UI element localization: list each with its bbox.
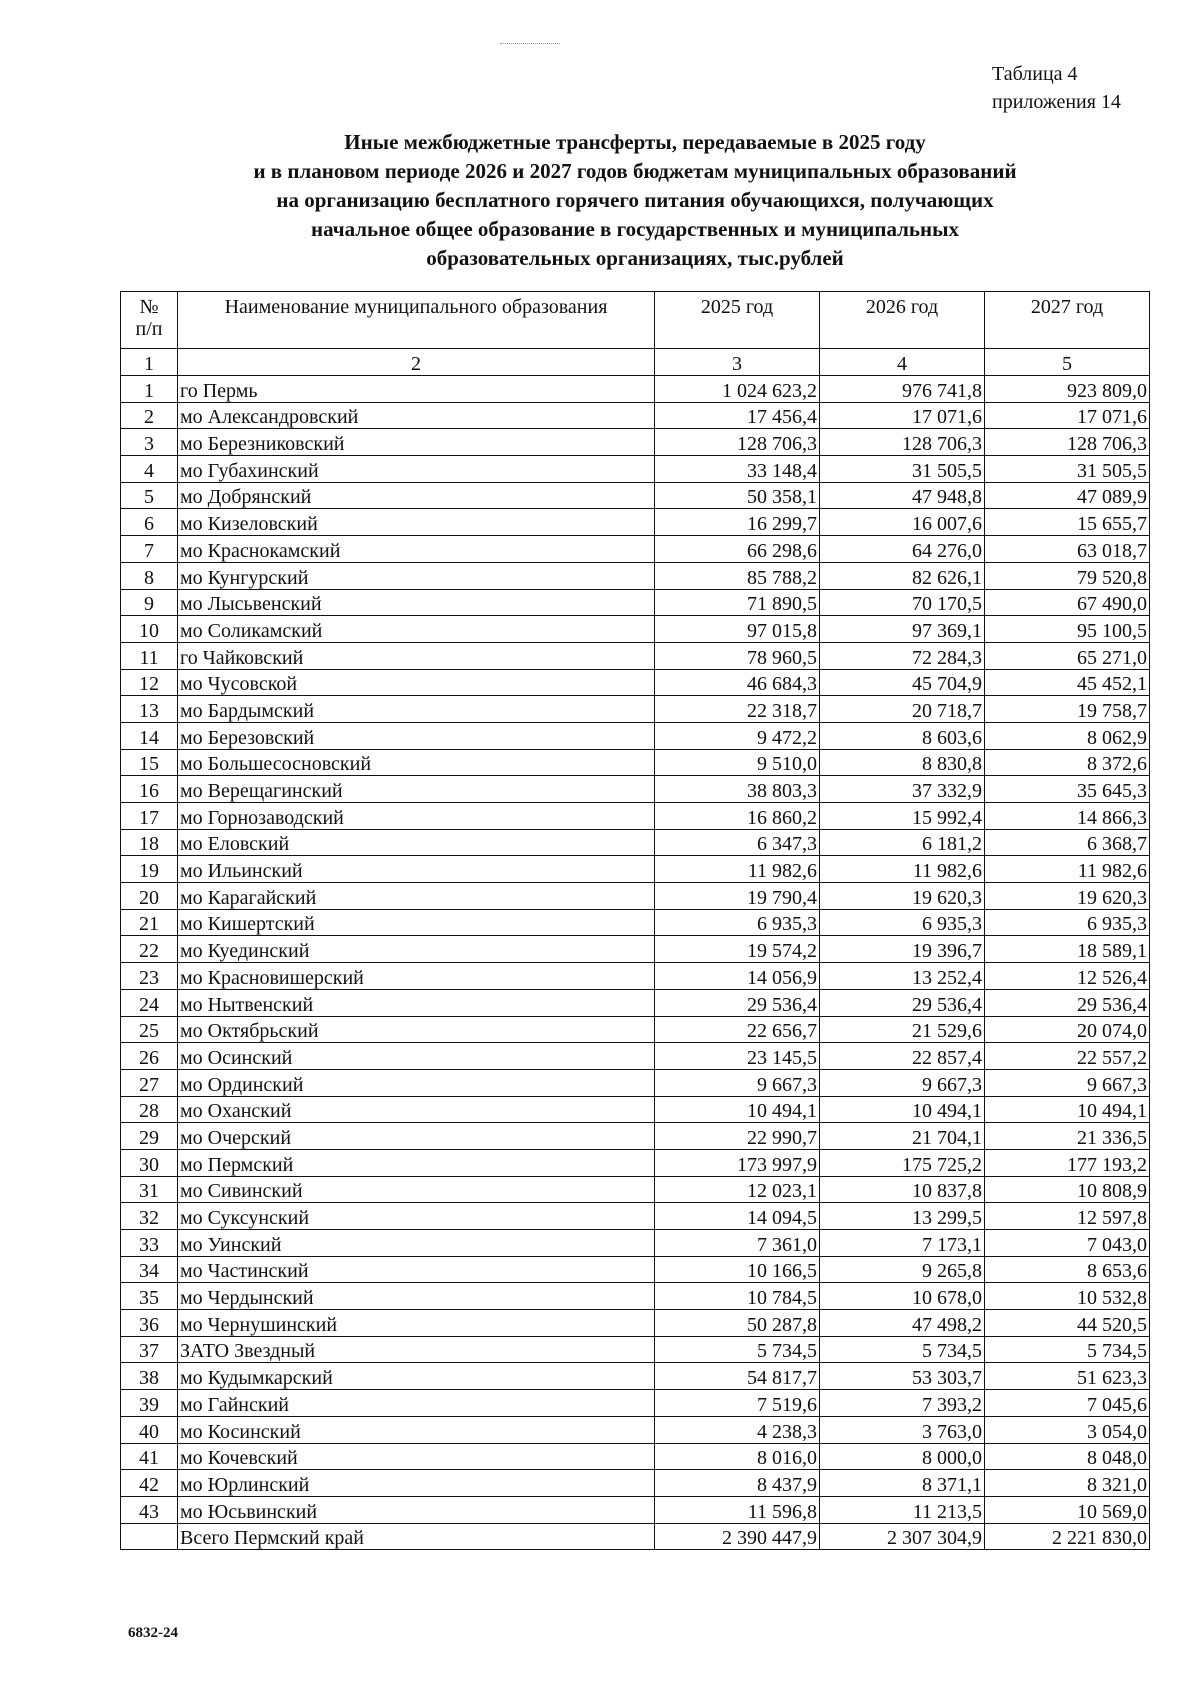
- value-2025: 11 982,6: [655, 856, 820, 883]
- value-2025: 12 023,1: [655, 1176, 820, 1203]
- scan-artifact: [500, 43, 560, 45]
- row-number: 30: [121, 1149, 178, 1176]
- value-2026: 16 007,6: [820, 509, 985, 536]
- row-number: 33: [121, 1230, 178, 1257]
- value-2025: 14 056,9: [655, 963, 820, 990]
- value-2025: 7 519,6: [655, 1390, 820, 1417]
- column-index-row: [121, 349, 1150, 376]
- value-2027: 44 520,5: [985, 1310, 1150, 1337]
- value-2026: 21 529,6: [820, 1016, 985, 1043]
- table-row: [121, 1363, 1150, 1390]
- value-2026: 5 734,5: [820, 1336, 985, 1363]
- municipality-name: мо Юсьвинский: [178, 1496, 655, 1523]
- row-number: 21: [121, 909, 178, 936]
- column-index: 5: [985, 349, 1150, 376]
- value-2026: 11 982,6: [820, 856, 985, 883]
- value-2026: 19 396,7: [820, 936, 985, 963]
- total-2025: 2 390 447,9: [655, 1523, 820, 1550]
- table-row: [121, 509, 1150, 536]
- row-number: 14: [121, 722, 178, 749]
- value-2026: 7 173,1: [820, 1230, 985, 1257]
- table-row: [121, 456, 1150, 483]
- value-2026: 9 265,8: [820, 1256, 985, 1283]
- table-row: [121, 803, 1150, 830]
- row-number: 39: [121, 1390, 178, 1417]
- value-2027: 19 620,3: [985, 883, 1150, 910]
- table-row: [121, 1443, 1150, 1470]
- row-number: 34: [121, 1256, 178, 1283]
- value-2027: 65 271,0: [985, 642, 1150, 669]
- municipality-name: мо Кудымкарский: [178, 1363, 655, 1390]
- row-number: 24: [121, 989, 178, 1016]
- value-2027: 128 706,3: [985, 429, 1150, 456]
- value-2025: 10 494,1: [655, 1096, 820, 1123]
- row-number: 16: [121, 776, 178, 803]
- value-2026: 72 284,3: [820, 642, 985, 669]
- value-2026: 175 725,2: [820, 1149, 985, 1176]
- municipality-name: го Пермь: [178, 376, 655, 403]
- value-2025: 29 536,4: [655, 989, 820, 1016]
- header-municipality: Наименование муниципального образования: [178, 292, 655, 349]
- value-2027: 19 758,7: [985, 696, 1150, 723]
- row-number: 27: [121, 1069, 178, 1096]
- table-row: [121, 883, 1150, 910]
- value-2025: 128 706,3: [655, 429, 820, 456]
- value-2025: 9 667,3: [655, 1069, 820, 1096]
- table-row: [121, 989, 1150, 1016]
- header-number: [121, 292, 178, 349]
- table-row: [121, 1016, 1150, 1043]
- table-row: [121, 856, 1150, 883]
- table-row: [121, 1416, 1150, 1443]
- transfers-table: [120, 291, 1150, 1550]
- municipality-name: мо Александровский: [178, 402, 655, 429]
- table-row: [121, 936, 1150, 963]
- row-number: 11: [121, 642, 178, 669]
- title-line: начальное общее образование в государственных и муниципальных: [310, 217, 960, 241]
- value-2027: 17 071,6: [985, 402, 1150, 429]
- value-2027: 3 054,0: [985, 1416, 1150, 1443]
- value-2025: 5 734,5: [655, 1336, 820, 1363]
- row-number: 40: [121, 1416, 178, 1443]
- table-row: [121, 562, 1150, 589]
- value-2025: 38 803,3: [655, 776, 820, 803]
- table-row: [121, 1123, 1150, 1150]
- value-2027: 12 597,8: [985, 1203, 1150, 1230]
- value-2026: 8 371,1: [820, 1470, 985, 1497]
- municipality-name: мо Бардымский: [178, 696, 655, 723]
- table-row: [121, 1336, 1150, 1363]
- value-2026: 128 706,3: [820, 429, 985, 456]
- municipality-name: мо Лысьвенский: [178, 589, 655, 616]
- value-2026: 8 830,8: [820, 749, 985, 776]
- value-2026: 20 718,7: [820, 696, 985, 723]
- value-2025: 8 437,9: [655, 1470, 820, 1497]
- municipality-name: мо Соликамский: [178, 616, 655, 643]
- document-code: 6832-24: [128, 1625, 178, 1641]
- value-2027: 9 667,3: [985, 1069, 1150, 1096]
- table-row: [121, 1203, 1150, 1230]
- table-row: [121, 1470, 1150, 1497]
- table-row: [121, 669, 1150, 696]
- column-index: 1: [121, 349, 178, 376]
- municipality-name: мо Юрлинский: [178, 1470, 655, 1497]
- municipality-name: мо Частинский: [178, 1256, 655, 1283]
- value-2027: 8 321,0: [985, 1470, 1150, 1497]
- row-number: 18: [121, 829, 178, 856]
- row-number: 9: [121, 589, 178, 616]
- value-2027: 10 808,9: [985, 1176, 1150, 1203]
- municipality-name: мо Верещагинский: [178, 776, 655, 803]
- row-number: 2: [121, 402, 178, 429]
- value-2026: 19 620,3: [820, 883, 985, 910]
- row-number: 3: [121, 429, 178, 456]
- value-2027: 51 623,3: [985, 1363, 1150, 1390]
- municipality-name: го Чайковский: [178, 642, 655, 669]
- value-2025: 17 456,4: [655, 402, 820, 429]
- municipality-name: мо Кишертский: [178, 909, 655, 936]
- value-2026: 53 303,7: [820, 1363, 985, 1390]
- table-header-row: [121, 292, 1150, 349]
- value-2027: 47 089,9: [985, 482, 1150, 509]
- row-number: 8: [121, 562, 178, 589]
- row-number: 15: [121, 749, 178, 776]
- value-2025: 85 788,2: [655, 562, 820, 589]
- municipality-name: мо Осинский: [178, 1043, 655, 1070]
- row-number: 35: [121, 1283, 178, 1310]
- title-line: Иные межбюджетные трансферты, передаваемые в 2025 году: [344, 130, 926, 154]
- value-2025: 54 817,7: [655, 1363, 820, 1390]
- municipality-name: мо Ординский: [178, 1069, 655, 1096]
- value-2027: 6 368,7: [985, 829, 1150, 856]
- row-number: 28: [121, 1096, 178, 1123]
- title-line: и в плановом периоде 2026 и 2027 годов бюджетам муниципальных образований: [253, 159, 1017, 183]
- table-row: [121, 749, 1150, 776]
- value-2027: 45 452,1: [985, 669, 1150, 696]
- value-2025: 23 145,5: [655, 1043, 820, 1070]
- value-2027: 63 018,7: [985, 536, 1150, 563]
- table-row: [121, 776, 1150, 803]
- row-number: 17: [121, 803, 178, 830]
- municipality-name: мо Добрянский: [178, 482, 655, 509]
- value-2026: 8 000,0: [820, 1443, 985, 1470]
- value-2025: 46 684,3: [655, 669, 820, 696]
- row-number: 7: [121, 536, 178, 563]
- value-2025: 50 358,1: [655, 482, 820, 509]
- value-2025: 8 016,0: [655, 1443, 820, 1470]
- row-number: 22: [121, 936, 178, 963]
- municipality-name: мо Кизеловский: [178, 509, 655, 536]
- table-row: [121, 482, 1150, 509]
- value-2026: 29 536,4: [820, 989, 985, 1016]
- value-2026: 64 276,0: [820, 536, 985, 563]
- value-2027: 29 536,4: [985, 989, 1150, 1016]
- table-row: [121, 1496, 1150, 1523]
- value-2027: 5 734,5: [985, 1336, 1150, 1363]
- value-2026: 47 498,2: [820, 1310, 985, 1337]
- value-2025: 9 510,0: [655, 749, 820, 776]
- value-2026: 17 071,6: [820, 402, 985, 429]
- value-2027: 7 043,0: [985, 1230, 1150, 1257]
- value-2026: 6 181,2: [820, 829, 985, 856]
- table-row: [121, 1283, 1150, 1310]
- row-number: 38: [121, 1363, 178, 1390]
- value-2027: 8 048,0: [985, 1443, 1150, 1470]
- value-2027: 20 074,0: [985, 1016, 1150, 1043]
- municipality-name: мо Нытвенский: [178, 989, 655, 1016]
- municipality-name: мо Еловский: [178, 829, 655, 856]
- municipality-name: мо Очерский: [178, 1123, 655, 1150]
- row-number: 19: [121, 856, 178, 883]
- value-2026: 31 505,5: [820, 456, 985, 483]
- value-2025: 66 298,6: [655, 536, 820, 563]
- table-body: [121, 376, 1150, 1524]
- value-2026: 8 603,6: [820, 722, 985, 749]
- row-number: 37: [121, 1336, 178, 1363]
- total-label: Всего Пермский край: [178, 1523, 655, 1550]
- table-row: [121, 536, 1150, 563]
- value-2026: 45 704,9: [820, 669, 985, 696]
- row-number: 41: [121, 1443, 178, 1470]
- value-2027: 22 557,2: [985, 1043, 1150, 1070]
- table-row: [121, 589, 1150, 616]
- row-number: 13: [121, 696, 178, 723]
- value-2026: 15 992,4: [820, 803, 985, 830]
- value-2025: 22 656,7: [655, 1016, 820, 1043]
- header-number-abbr: п/п: [135, 318, 163, 340]
- row-number: 36: [121, 1310, 178, 1337]
- value-2025: 10 166,5: [655, 1256, 820, 1283]
- row-number: 25: [121, 1016, 178, 1043]
- value-2026: 21 704,1: [820, 1123, 985, 1150]
- value-2027: 15 655,7: [985, 509, 1150, 536]
- value-2026: 22 857,4: [820, 1043, 985, 1070]
- municipality-name: мо Куединский: [178, 936, 655, 963]
- municipality-name: мо Чусовской: [178, 669, 655, 696]
- municipality-name: мо Чердынский: [178, 1283, 655, 1310]
- table-row: [121, 1390, 1150, 1417]
- value-2027: 79 520,8: [985, 562, 1150, 589]
- row-number: 43: [121, 1496, 178, 1523]
- municipality-name: мо Суксунский: [178, 1203, 655, 1230]
- total-2026: 2 307 304,9: [820, 1523, 985, 1550]
- value-2025: 33 148,4: [655, 456, 820, 483]
- municipality-name: ЗАТО Звездный: [178, 1336, 655, 1363]
- table-row: [121, 1149, 1150, 1176]
- table-row: [121, 722, 1150, 749]
- value-2026: 10 837,8: [820, 1176, 985, 1203]
- value-2027: 6 935,3: [985, 909, 1150, 936]
- table-row: [121, 1230, 1150, 1257]
- value-2027: 31 505,5: [985, 456, 1150, 483]
- table-caption: [992, 60, 1121, 116]
- header-number-sign: №: [139, 296, 159, 318]
- caption-line-appendix: приложения 14: [992, 91, 1121, 113]
- value-2025: 16 299,7: [655, 509, 820, 536]
- value-2027: 18 589,1: [985, 936, 1150, 963]
- value-2026: 82 626,1: [820, 562, 985, 589]
- row-number: 26: [121, 1043, 178, 1070]
- row-number: 32: [121, 1203, 178, 1230]
- column-index: 2: [178, 349, 655, 376]
- value-2026: 976 741,8: [820, 376, 985, 403]
- municipality-name: мо Большесосновский: [178, 749, 655, 776]
- row-number: 10: [121, 616, 178, 643]
- municipality-name: мо Красновишерский: [178, 963, 655, 990]
- table-row: [121, 1069, 1150, 1096]
- value-2027: 8 062,9: [985, 722, 1150, 749]
- table-row: [121, 963, 1150, 990]
- municipality-name: мо Карагайский: [178, 883, 655, 910]
- municipality-name: мо Губахинский: [178, 456, 655, 483]
- table-row: [121, 402, 1150, 429]
- row-number: 4: [121, 456, 178, 483]
- value-2026: 47 948,8: [820, 482, 985, 509]
- value-2025: 14 094,5: [655, 1203, 820, 1230]
- value-2027: 35 645,3: [985, 776, 1150, 803]
- municipality-name: мо Ильинский: [178, 856, 655, 883]
- value-2025: 19 790,4: [655, 883, 820, 910]
- value-2026: 6 935,3: [820, 909, 985, 936]
- table-row: [121, 829, 1150, 856]
- value-2027: 10 569,0: [985, 1496, 1150, 1523]
- table-row: [121, 1043, 1150, 1070]
- row-number: 23: [121, 963, 178, 990]
- value-2027: 8 372,6: [985, 749, 1150, 776]
- header-2026: 2026 год: [820, 292, 985, 349]
- table-row: [121, 616, 1150, 643]
- row-number: 1: [121, 376, 178, 403]
- table-row: [121, 1256, 1150, 1283]
- municipality-name: мо Оханский: [178, 1096, 655, 1123]
- row-number: 20: [121, 883, 178, 910]
- value-2025: 9 472,2: [655, 722, 820, 749]
- row-number: 31: [121, 1176, 178, 1203]
- value-2025: 19 574,2: [655, 936, 820, 963]
- table-row: [121, 1310, 1150, 1337]
- caption-line-table: Таблица 4: [992, 63, 1078, 85]
- municipality-name: мо Уинский: [178, 1230, 655, 1257]
- municipality-name: мо Октябрьский: [178, 1016, 655, 1043]
- value-2025: 6 935,3: [655, 909, 820, 936]
- value-2027: 8 653,6: [985, 1256, 1150, 1283]
- value-2027: 10 532,8: [985, 1283, 1150, 1310]
- value-2027: 12 526,4: [985, 963, 1150, 990]
- municipality-name: мо Березовский: [178, 722, 655, 749]
- value-2025: 22 318,7: [655, 696, 820, 723]
- value-2025: 71 890,5: [655, 589, 820, 616]
- value-2027: 14 866,3: [985, 803, 1150, 830]
- value-2025: 50 287,8: [655, 1310, 820, 1337]
- municipality-name: мо Кунгурский: [178, 562, 655, 589]
- value-2027: 11 982,6: [985, 856, 1150, 883]
- title-line: на организацию бесплатного горячего питания обучающихся, получающих: [276, 188, 994, 212]
- value-2026: 70 170,5: [820, 589, 985, 616]
- value-2026: 10 494,1: [820, 1096, 985, 1123]
- value-2026: 97 369,1: [820, 616, 985, 643]
- value-2027: 67 490,0: [985, 589, 1150, 616]
- table-row: [121, 376, 1150, 403]
- value-2025: 97 015,8: [655, 616, 820, 643]
- value-2027: 7 045,6: [985, 1390, 1150, 1417]
- municipality-name: мо Кочевский: [178, 1443, 655, 1470]
- value-2025: 11 596,8: [655, 1496, 820, 1523]
- header-2027: 2027 год: [985, 292, 1150, 349]
- table-row: [121, 429, 1150, 456]
- row-number: 29: [121, 1123, 178, 1150]
- table-row: [121, 696, 1150, 723]
- table-row: [121, 1176, 1150, 1203]
- total-row: [121, 1523, 1150, 1550]
- value-2025: 10 784,5: [655, 1283, 820, 1310]
- value-2025: 173 997,9: [655, 1149, 820, 1176]
- column-index: 4: [820, 349, 985, 376]
- value-2025: 7 361,0: [655, 1230, 820, 1257]
- municipality-name: мо Гайнский: [178, 1390, 655, 1417]
- municipality-name: мо Сивинский: [178, 1176, 655, 1203]
- value-2027: 923 809,0: [985, 376, 1150, 403]
- value-2025: 6 347,3: [655, 829, 820, 856]
- municipality-name: мо Косинский: [178, 1416, 655, 1443]
- document-title: [110, 128, 1160, 273]
- title-line: образовательных организациях, тыс.рублей: [426, 246, 844, 270]
- row-number: 6: [121, 509, 178, 536]
- table-row: [121, 909, 1150, 936]
- value-2026: 11 213,5: [820, 1496, 985, 1523]
- municipality-name: мо Горнозаводский: [178, 803, 655, 830]
- value-2026: 13 252,4: [820, 963, 985, 990]
- table-row: [121, 1096, 1150, 1123]
- value-2025: 1 024 623,2: [655, 376, 820, 403]
- value-2026: 37 332,9: [820, 776, 985, 803]
- municipality-name: мо Пермский: [178, 1149, 655, 1176]
- municipality-name: мо Краснокамский: [178, 536, 655, 563]
- value-2026: 10 678,0: [820, 1283, 985, 1310]
- value-2027: 21 336,5: [985, 1123, 1150, 1150]
- value-2026: 3 763,0: [820, 1416, 985, 1443]
- value-2027: 95 100,5: [985, 616, 1150, 643]
- value-2027: 10 494,1: [985, 1096, 1150, 1123]
- municipality-name: мо Березниковский: [178, 429, 655, 456]
- row-number: 12: [121, 669, 178, 696]
- row-number: 42: [121, 1470, 178, 1497]
- value-2026: 7 393,2: [820, 1390, 985, 1417]
- value-2026: 9 667,3: [820, 1069, 985, 1096]
- value-2026: 13 299,5: [820, 1203, 985, 1230]
- value-2025: 16 860,2: [655, 803, 820, 830]
- value-2025: 78 960,5: [655, 642, 820, 669]
- municipality-name: мо Чернушинский: [178, 1310, 655, 1337]
- row-number: 5: [121, 482, 178, 509]
- total-2027: 2 221 830,0: [985, 1523, 1150, 1550]
- header-2025: 2025 год: [655, 292, 820, 349]
- total-number: [121, 1523, 178, 1550]
- value-2027: 177 193,2: [985, 1149, 1150, 1176]
- column-index: 3: [655, 349, 820, 376]
- value-2025: 4 238,3: [655, 1416, 820, 1443]
- value-2025: 22 990,7: [655, 1123, 820, 1150]
- table-row: [121, 642, 1150, 669]
